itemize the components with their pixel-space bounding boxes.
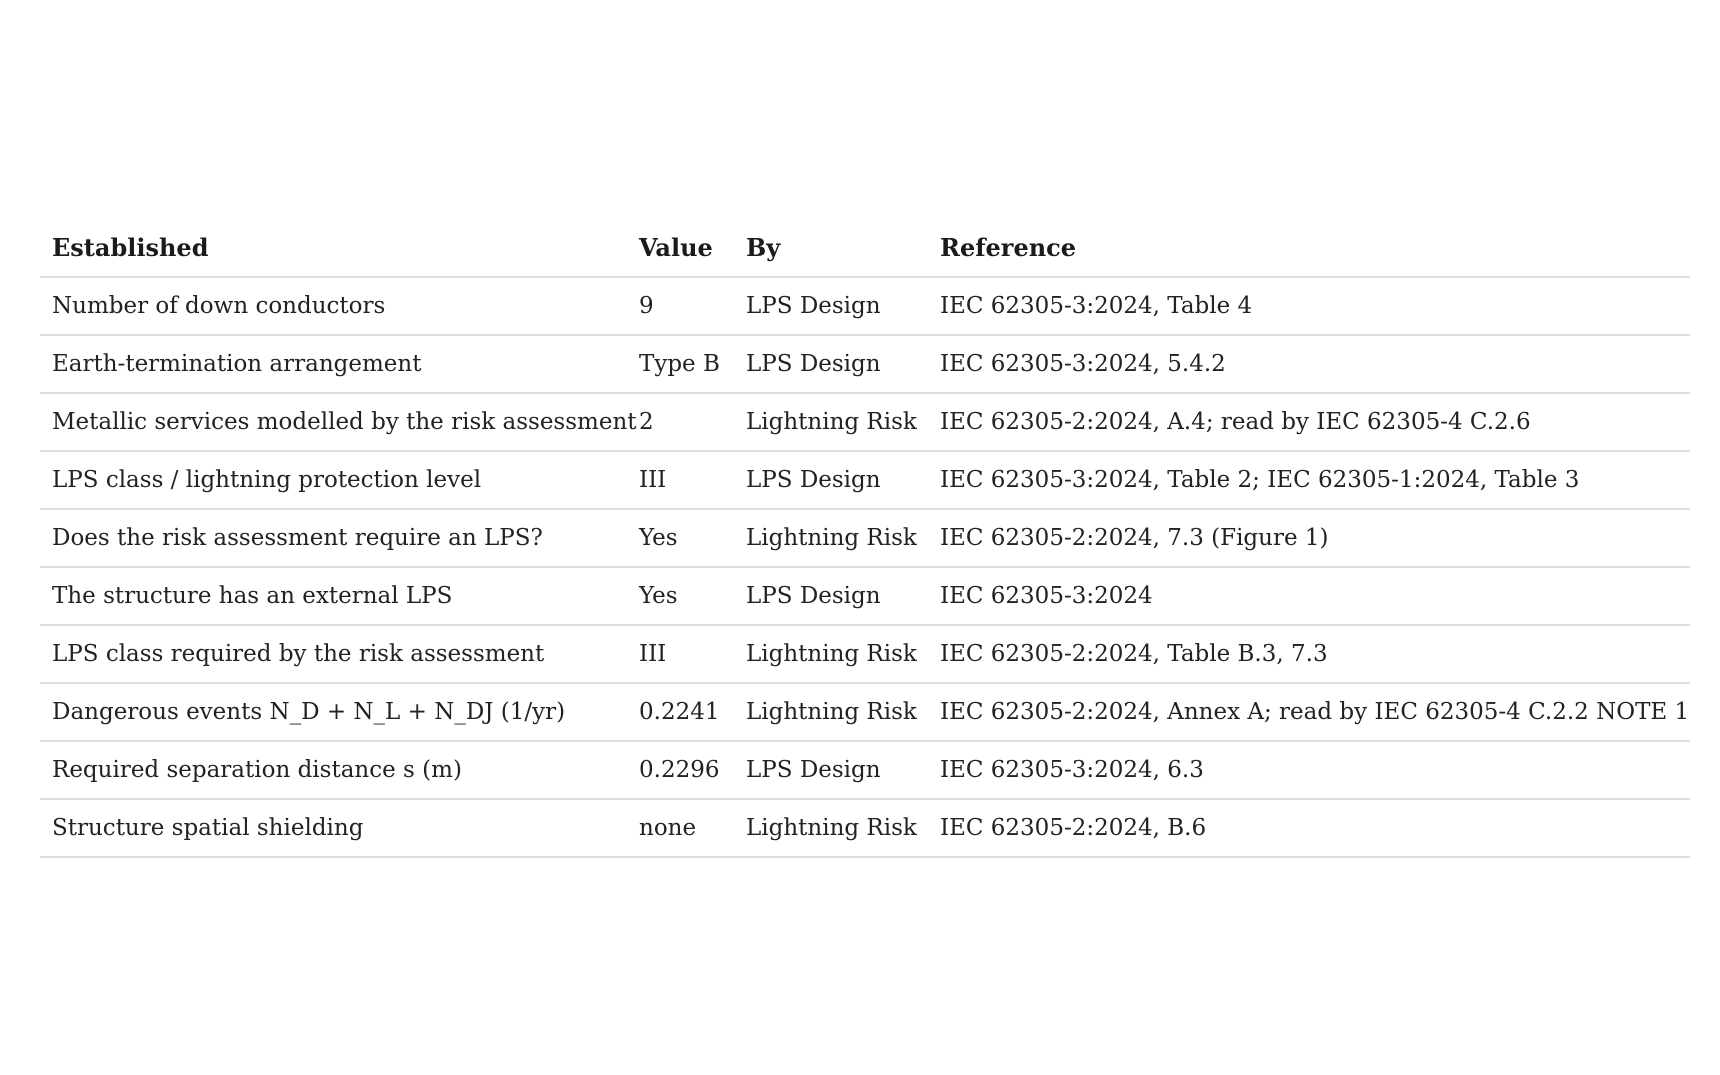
cell-value: III [627,625,734,683]
cell-reference: IEC 62305-2:2024, A.4; read by IEC 62305-4 C.2.6 [928,393,1690,451]
header-value: Value [627,218,734,277]
table-row [40,799,1690,857]
cell-by: LPS Design [734,335,928,393]
established-values-table [40,218,1690,858]
cell-value: Yes [627,567,734,625]
cell-by: Lightning Risk [734,625,928,683]
cell-established: Metallic services modelled by the risk assessment [40,393,627,451]
cell-reference: IEC 62305-2:2024, Annex A; read by IEC 62305-4 C.2.2 NOTE 1 [928,683,1690,741]
table-header [40,218,1690,277]
cell-established: LPS class required by the risk assessment [40,625,627,683]
table-row [40,393,1690,451]
cell-value: Type B [627,335,734,393]
cell-by: LPS Design [734,277,928,335]
table-row [40,567,1690,625]
cell-value: 0.2241 [627,683,734,741]
cell-reference: IEC 62305-3:2024, 5.4.2 [928,335,1690,393]
cell-by: Lightning Risk [734,799,928,857]
cell-by: LPS Design [734,567,928,625]
cell-value: 0.2296 [627,741,734,799]
cell-by: Lightning Risk [734,683,928,741]
cell-by: Lightning Risk [734,509,928,567]
header-by: By [734,218,928,277]
cell-by: LPS Design [734,451,928,509]
cell-established: Required separation distance s (m) [40,741,627,799]
cell-reference: IEC 62305-2:2024, Table B.3, 7.3 [928,625,1690,683]
cell-value: 2 [627,393,734,451]
cell-value: 9 [627,277,734,335]
table-row [40,741,1690,799]
cell-reference: IEC 62305-3:2024, 6.3 [928,741,1690,799]
table-row [40,625,1690,683]
cell-reference: IEC 62305-2:2024, B.6 [928,799,1690,857]
cell-value: Yes [627,509,734,567]
header-established: Established [40,218,627,277]
header-reference: Reference [928,218,1690,277]
cell-established: LPS class / lightning protection level [40,451,627,509]
cell-value: III [627,451,734,509]
table-row [40,451,1690,509]
established-values-table-container [40,218,1690,858]
cell-established: Does the risk assessment require an LPS? [40,509,627,567]
cell-reference: IEC 62305-3:2024 [928,567,1690,625]
cell-reference: IEC 62305-2:2024, 7.3 (Figure 1) [928,509,1690,567]
table-row [40,683,1690,741]
table-row [40,509,1690,567]
cell-reference: IEC 62305-3:2024, Table 2; IEC 62305-1:2024, Table 3 [928,451,1690,509]
cell-by: Lightning Risk [734,393,928,451]
cell-established: Number of down conductors [40,277,627,335]
cell-by: LPS Design [734,741,928,799]
cell-value: none [627,799,734,857]
cell-established: Structure spatial shielding [40,799,627,857]
cell-reference: IEC 62305-3:2024, Table 4 [928,277,1690,335]
cell-established: Dangerous events N_D + N_L + N_DJ (1/yr) [40,683,627,741]
cell-established: The structure has an external LPS [40,567,627,625]
table-row [40,335,1690,393]
cell-established: Earth-termination arrangement [40,335,627,393]
table-row [40,277,1690,335]
header-row [40,218,1690,277]
table-body [40,277,1690,857]
